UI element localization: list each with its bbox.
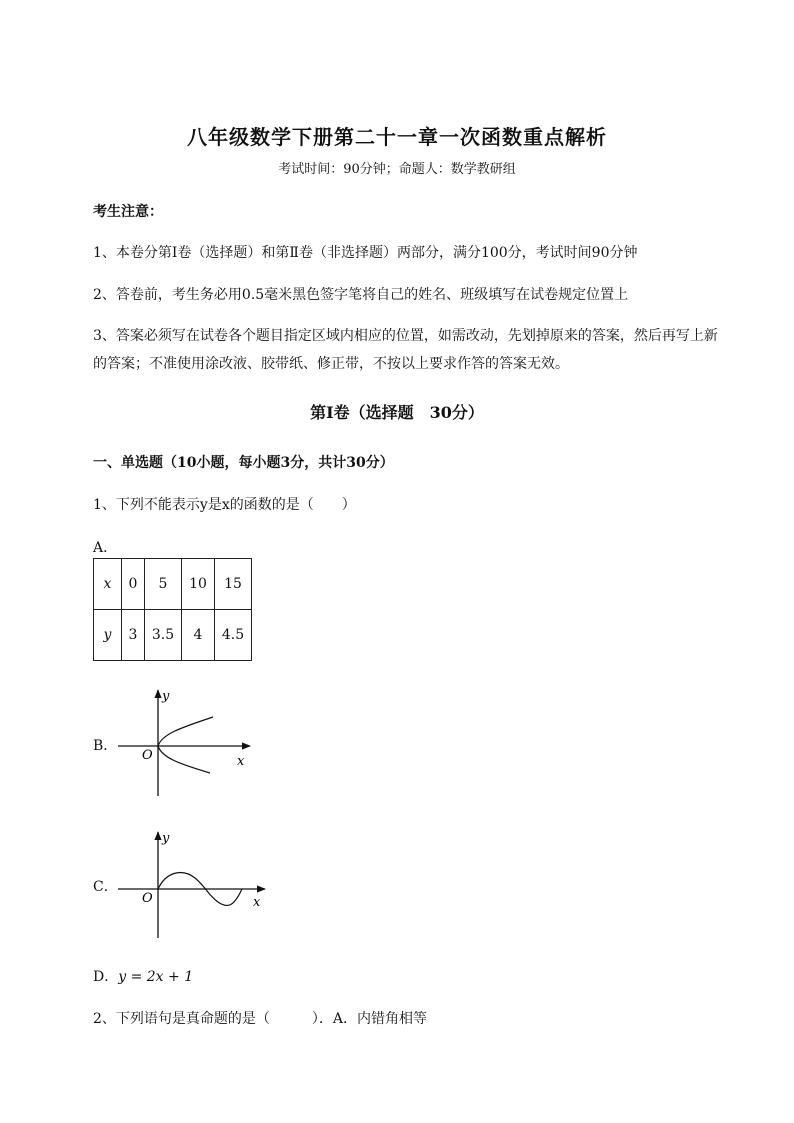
option-d-formula: y = 2x + 1 [118, 969, 194, 985]
page-title: 八年级数学下册第二十一章一次函数重点解析 [187, 125, 607, 149]
notice-item-3-cont: 的答案；不准使用涂改液、胶带纸、修正带，不按以上要求作答的答案无效。 [93, 356, 569, 372]
option-d-label: D． [93, 969, 119, 985]
option-c-label: C． [93, 879, 118, 895]
part-title: 一、单选题（10小题，每小题3分，共计30分） [93, 455, 394, 471]
question-1-stem: 1、下列不能表示y是x的函数的是（ ） [93, 497, 356, 513]
option-a-label: A． [93, 540, 118, 556]
table-cell: 4 [182, 610, 215, 661]
y-axis-label: y [162, 831, 170, 846]
section-title: 第I卷（选择题 30分） [310, 403, 484, 422]
notice-item-3: 3、答案必须写在试卷各个题目指定区域内相应的位置，如需改动，先划掉原来的答案，然后再写上新 [93, 328, 718, 344]
origin-label: O [142, 891, 153, 906]
notice-item-2: 2、答卷前，考生务必用0.5毫米黑色签字笔将自己的姓名、班级填写在试卷规定位置上 [93, 287, 629, 303]
option-a-table [93, 558, 252, 661]
option-d [93, 966, 193, 986]
curve-lower [158, 746, 210, 773]
curve-upper [158, 717, 213, 746]
table-header-y: y [94, 610, 122, 661]
option-b-label: B． [93, 738, 118, 754]
option-b-graph [110, 686, 260, 801]
exam-info: 考试时间：90分钟；命题人：数学教研组 [278, 162, 516, 177]
table-cell: 5 [145, 559, 182, 610]
option-c-graph [110, 828, 275, 943]
table-cell: 3.5 [145, 610, 182, 661]
table-header-x: x [94, 559, 122, 610]
y-axis-label: y [162, 689, 170, 704]
x-axis-label: x [253, 895, 261, 910]
origin-label: O [142, 748, 153, 763]
x-axis-label: x [237, 754, 245, 769]
table-cell: 0 [122, 559, 145, 610]
table-row-y [94, 610, 252, 661]
notice-item-1: 1、本卷分第I卷（选择题）和第Ⅱ卷（非选择题）两部分，满分100分，考试时间90分钟 [93, 245, 638, 261]
table-cell: 15 [215, 559, 252, 610]
notice-heading: 考生注意： [93, 204, 163, 220]
table-cell: 4.5 [215, 610, 252, 661]
question-2-stem: 2、下列语句是真命题的是（ ）．A．内错角相等 [93, 1011, 428, 1027]
table-cell: 3 [122, 610, 145, 661]
table-row-x [94, 559, 252, 610]
table-cell: 10 [182, 559, 215, 610]
